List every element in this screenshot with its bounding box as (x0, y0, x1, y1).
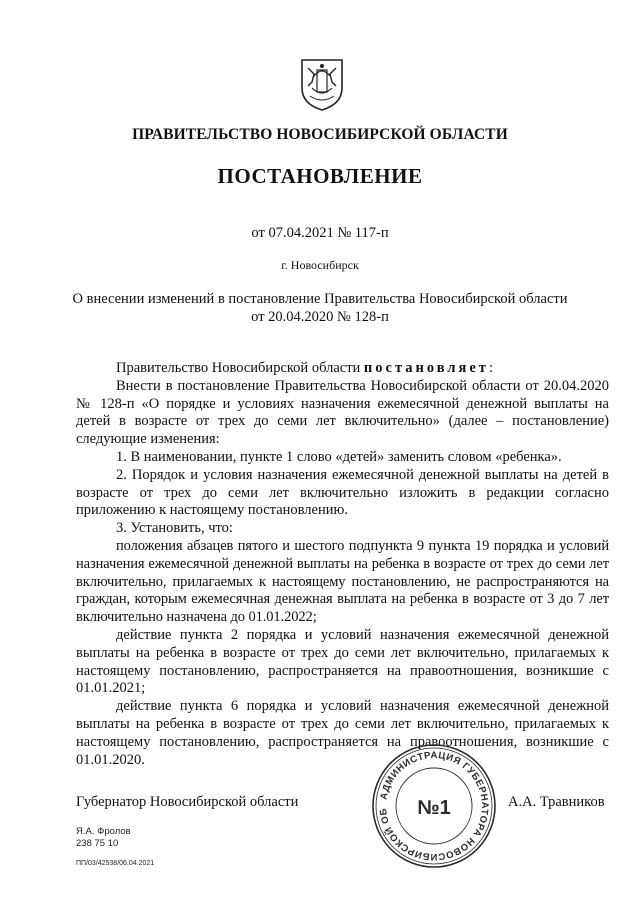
document-type-heading: ПОСТАНОВЛЕНИЕ (217, 164, 423, 188)
paragraph-1: Внести в постановление Правительства Новосибирской области от 20.04.2020 № 128-п «О порядке и условиях назначения ежемесячной денежной выплаты на детей в возрасте от трех до семи лет включительно» (далее – постановление) следующие изменения: (76, 377, 609, 448)
document-date-number: от 07.04.2021 № 117-п (251, 225, 389, 241)
intro-verb: постановляет (363, 360, 489, 376)
paragraph-6: действие пункта 2 порядка и условий назначения ежемесячной денежной выплаты на ребенка в возрасте от трех до семи лет включительно, прилагаемых к настоящему постановлению, распространяется на правоотношения, возникшие с 01.01.2021; (76, 626, 609, 697)
intro-paragraph (76, 360, 609, 378)
intro-suffix: : (488, 360, 493, 376)
signatory-name: А.А. Травников (508, 794, 605, 810)
subject-line-2: от 20.04.2020 № 128-п (251, 309, 389, 325)
executor-phone: 238 75 10 (76, 838, 119, 849)
document-city: г. Новосибирск (281, 258, 359, 272)
document-subject (60, 290, 580, 326)
organization-title: ПРАВИТЕЛЬСТВО НОВОСИБИРСКОЙ ОБЛАСТИ (132, 126, 508, 143)
subject-line-1: О внесении изменений в постановление Правительства Новосибирской области (72, 291, 568, 307)
paragraph-2: 1. В наименовании, пункте 1 слово «детей» заменить словом «ребенка». (116, 448, 562, 465)
intro-prefix: Правительство Новосибирской области (116, 360, 361, 376)
paragraph-3: 2. Порядок и условия назначения ежемесячной денежной выплаты на детей в возрасте от трех до семи лет включительно изложить в редакции согласно приложению к настоящему постановлению. (76, 466, 609, 519)
paragraph-4: 3. Установить, что: (116, 520, 233, 537)
document-body (76, 360, 609, 769)
svg-text:№1: №1 (417, 797, 451, 819)
document-id: ПП/03/42538/06.04.2021 (76, 860, 155, 867)
paragraph-7: действие пункта 6 порядка и условий назначения ежемесячной денежной выплаты на ребенка в возрасте от трех до семи лет включительно, прилагаемых к настоящему постановлению, распространяется на правоотношения, возникшие с 01.01.2020. (76, 698, 609, 768)
signatory-position: Губернатор Новосибирской области (76, 794, 299, 810)
svg-text:АДМИНИСТРАЦИЯ ГУБЕРНАТОРА НОВО: АДМИНИСТРАЦИЯ ГУБЕРНАТОРА НОВОСИБИРСКОЙ ОБ (377, 749, 491, 863)
coat-of-arms-icon (300, 58, 344, 112)
official-seal (370, 742, 498, 870)
paragraph-5: положения абзацев пятого и шестого подпункта 9 пункта 19 порядка и условий назначения ежемесячной денежной выплаты на ребенка в возрасте от трех до семи лет включительно, прилагаемых к настоящему постановлению, не распространяются на граждан, которым ежемесячная денежная выплата на ребенка в возрасте от 3 до 7 лет включительно назначена до 01.01.2022; (76, 537, 609, 626)
executor-name: Я.А. Фролов (76, 826, 131, 837)
